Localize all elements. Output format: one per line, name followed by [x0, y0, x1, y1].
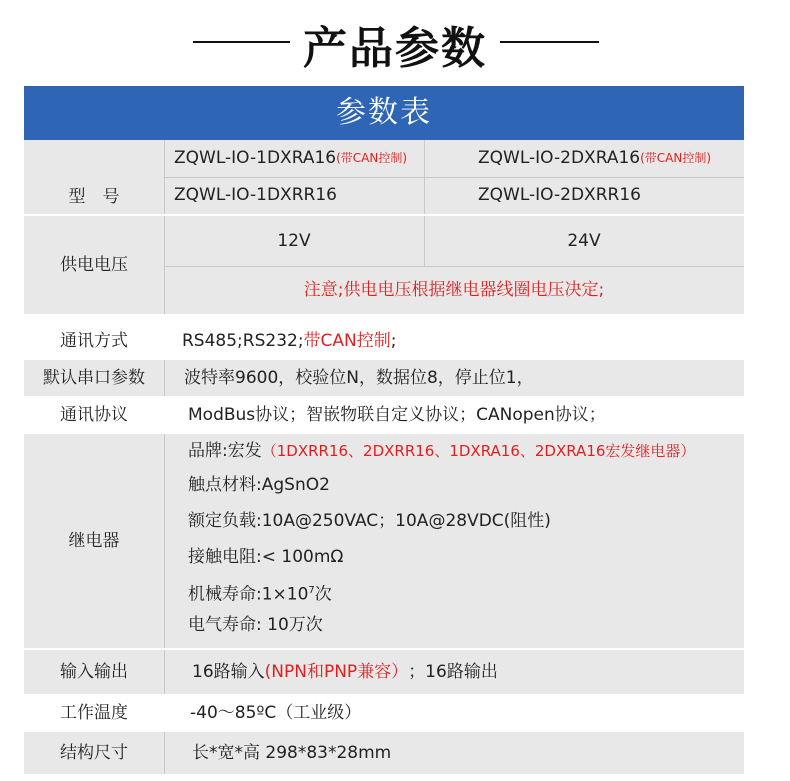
- model-2dxra16: ZQWL-IO-2DXRA16: [478, 148, 641, 169]
- model-2dxra16-note: (带CAN控制): [640, 151, 712, 166]
- io-inputs: 16路输入: [192, 661, 265, 682]
- model-row1-right: [424, 140, 744, 177]
- power-24v: 24V: [424, 216, 744, 266]
- relay-elec-life: 电气寿命: 10万次: [188, 615, 323, 635]
- divider: [164, 216, 165, 314]
- comm-mode-label: 通讯方式: [24, 324, 164, 358]
- model-row1-left: [164, 140, 424, 177]
- power-note: 注意;供电电压根据继电器线圈电压决定;: [164, 266, 744, 314]
- relay-mech-life-suffix: 次: [314, 584, 332, 605]
- size-label: 结构尺寸: [24, 732, 164, 774]
- comm-mode-tail: ;: [390, 330, 397, 351]
- protocol-label: 通讯协议: [24, 398, 164, 432]
- io-value: [164, 650, 744, 694]
- relay-brand: [188, 440, 695, 462]
- relay-contact-resistance: 接触电阻:< 100mΩ: [188, 547, 344, 567]
- io-compat-note: (NPN和PNP兼容）: [264, 661, 409, 682]
- model-1dxra16: ZQWL-IO-1DXRA16: [174, 148, 337, 169]
- relay-brand-note: （1DXRR16、2DXRR16、1DXRA16、2DXRA16宏发继电器）: [261, 442, 696, 460]
- serial-value: 波特率9600，校验位N，数据位8，停止位1，: [164, 360, 744, 396]
- divider: [164, 650, 165, 694]
- model-row2-right: ZQWL-IO-2DXRR16: [424, 177, 744, 214]
- title-section: [0, 0, 790, 86]
- page-title: 产品参数: [303, 23, 487, 74]
- table-title: 参数表: [24, 86, 744, 140]
- model-label: 型 号: [24, 140, 164, 214]
- divider: [164, 732, 165, 774]
- io-label: 输入输出: [24, 650, 164, 694]
- power-label: 供电电压: [24, 216, 164, 314]
- temp-value: -40～85ºC（工业级）: [164, 696, 744, 730]
- title-right-rule: [500, 41, 599, 43]
- divider: [164, 360, 165, 396]
- comm-mode-can: 带CAN控制: [303, 330, 391, 351]
- io-outputs: ；16路输出: [408, 661, 498, 682]
- divider: [164, 177, 744, 178]
- relay-mech-life: [188, 580, 332, 606]
- relay-brand-text: 品牌:宏发: [188, 441, 262, 461]
- model-row2-left: ZQWL-IO-1DXRR16: [164, 177, 424, 214]
- divider: [164, 140, 165, 214]
- relay-material: 触点材料:AgSnO2: [188, 475, 330, 495]
- relay-label: 继电器: [24, 434, 164, 648]
- serial-label: 默认串口参数: [24, 360, 164, 396]
- divider: [164, 434, 165, 648]
- model-1dxra16-note: (带CAN控制): [336, 151, 408, 166]
- relay-mech-life-exp: 7: [308, 585, 315, 596]
- relay-mech-life-prefix: 机械寿命:1×10: [188, 584, 309, 605]
- protocol-value: ModBus协议；智嵌物联自定义协议；CANopen协议；: [164, 398, 744, 432]
- divider: [164, 266, 744, 267]
- divider: [424, 216, 425, 266]
- comm-mode-text: RS485;RS232;: [182, 330, 304, 351]
- size-value: 长*宽*高 298*83*28mm: [164, 732, 744, 774]
- temp-label: 工作温度: [24, 696, 164, 730]
- relay-rated-load: 额定负载:10A@250VAC；10A@28VDC(阻性): [188, 511, 551, 531]
- comm-mode-value: [164, 324, 744, 358]
- power-12v: 12V: [164, 216, 424, 266]
- divider: [424, 140, 425, 214]
